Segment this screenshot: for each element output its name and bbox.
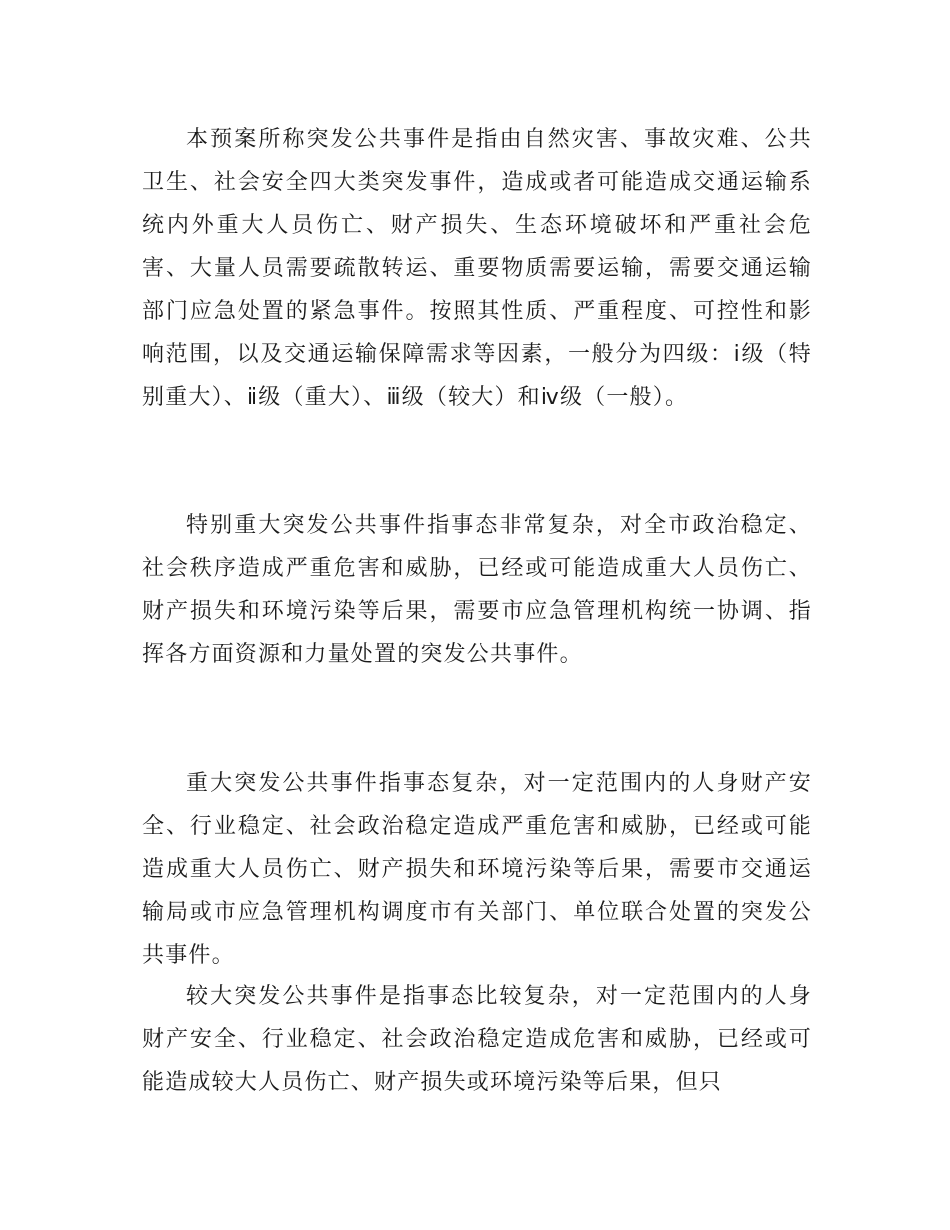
paragraph-event-definition: 本预案所称突发公共事件是指由自然灾害、事故灾难、公共卫生、社会安全四大类突发事件，造成或者可能造成交通运输系统内外重大人员伤亡、财产损失、生态环境破坏和严重社会危害、大量人员需要疏散转运、重要物质需要运输，需要交通运输部门应急处置的紧急事件。按照其性质、严重程度、可控性和影响范围，以及交通运输保障需求等因素，一般分为四级：ⅰ级（特别重大）、ⅱ级（重大）、ⅲ级（较大）和ⅳ级（一般）。	[142, 127, 812, 410]
paragraph-relatively-major-events: 较大突发公共事件是指事态比较复杂，对一定范围内的人身财产安全、行业稳定、社会政治稳定造成危害和威胁，已经或可能造成较大人员伤亡、财产损失或环境污染等后果，但只	[142, 984, 812, 1095]
paragraph-major-events: 重大突发公共事件指事态复杂，对一定范围内的人身财产安全、行业稳定、社会政治稳定造成严重危害和威胁，已经或可能造成重大人员伤亡、财产损失和环境污染等后果，需要市交通运输局或市应急管理机构调度市有关部门、单位联合处置的突发公共事件。	[142, 771, 812, 968]
paragraph-especially-major-events: 特别重大突发公共事件指事态非常复杂，对全市政治稳定、社会秩序造成严重危害和威胁，已经或可能造成重大人员伤亡、财产损失和环境污染等后果，需要市应急管理机构统一协调、指挥各方面资源和力量处置的突发公共事件。	[142, 513, 812, 667]
